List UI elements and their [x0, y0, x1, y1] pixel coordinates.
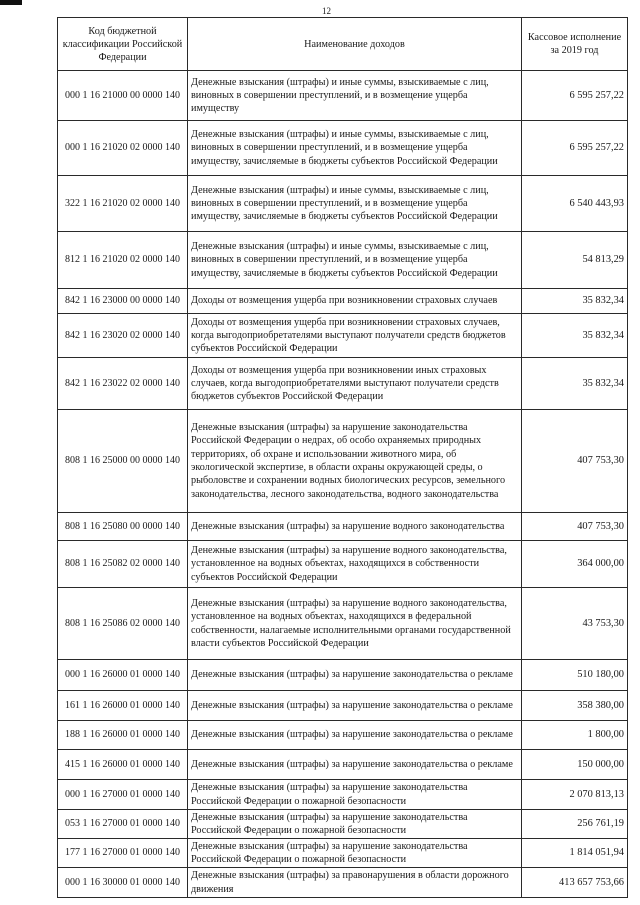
table-row: [58, 660, 628, 691]
row-code: 842 1 16 23022 02 0000 140: [58, 358, 188, 410]
table-row: [58, 721, 628, 750]
row-amount: 6 595 257,22: [522, 121, 628, 176]
row-code: 188 1 16 26000 01 0000 140: [58, 721, 188, 750]
row-amount: 407 753,30: [522, 513, 628, 541]
row-name: Денежные взыскания (штрафы) и иные суммы, взыскиваемые с лиц, виновных в совершении преступлений, и в возмещение ущерба имуществу: [188, 71, 522, 121]
row-code: 053 1 16 27000 01 0000 140: [58, 810, 188, 839]
row-name: Денежные взыскания (штрафы) за нарушение законодательства о рекламе: [188, 691, 522, 721]
row-amount: 150 000,00: [522, 750, 628, 780]
row-amount: 2 070 813,13: [522, 780, 628, 810]
row-name: Денежные взыскания (штрафы) за нарушение законодательства Российской Федерации о недрах, об особо охраняемых природных территориях, об охране и использовании животного мира, об экологической экспертизе, в области охраны окружающей среды, о рыболовстве и сохранении водных биологических ресурсов, земельного законодательства, лесного законодательства, водного законодательства: [188, 410, 522, 513]
row-amount: 510 180,00: [522, 660, 628, 691]
row-code: 812 1 16 21020 02 0000 140: [58, 232, 188, 289]
row-name: Денежные взыскания (штрафы) за нарушение водного законодательства, установленное на водных объектах, находящихся в собственности субъектов Российской Федерации: [188, 541, 522, 588]
row-code: 842 1 16 23000 00 0000 140: [58, 289, 188, 314]
row-name: Доходы от возмещения ущерба при возникновении иных страховых случаев, когда выгодоприобретателями выступают получатели средств бюджетов субъектов Российской Федерации: [188, 358, 522, 410]
row-amount: 1 800,00: [522, 721, 628, 750]
row-amount: 1 814 051,94: [522, 839, 628, 868]
row-amount: 35 832,34: [522, 358, 628, 410]
row-code: 000 1 16 26000 01 0000 140: [58, 660, 188, 691]
row-name: Денежные взыскания (штрафы) за нарушение законодательства о рекламе: [188, 660, 522, 691]
row-name: Доходы от возмещения ущерба при возникновении страховых случаев, когда выгодоприобретателями выступают получатели средств бюджетов субъектов Российской Федерации: [188, 314, 522, 358]
table-row: [58, 691, 628, 721]
row-code: 808 1 16 25082 02 0000 140: [58, 541, 188, 588]
row-code: 161 1 16 26000 01 0000 140: [58, 691, 188, 721]
table-row: [58, 513, 628, 541]
row-amount: 43 753,30: [522, 588, 628, 660]
table-row: [58, 289, 628, 314]
table-row: [58, 541, 628, 588]
header-code: Код бюджетной классификации Российской Федерации: [58, 18, 188, 71]
row-name: Доходы от возмещения ущерба при возникновении страховых случаев: [188, 289, 522, 314]
row-name: Денежные взыскания (штрафы) за нарушение законодательства Российской Федерации о пожарной безопасности: [188, 810, 522, 839]
row-name: Денежные взыскания (штрафы) за правонарушения в области дорожного движения: [188, 868, 522, 898]
row-amount: 54 813,29: [522, 232, 628, 289]
table-row: [58, 750, 628, 780]
row-amount: 6 540 443,93: [522, 176, 628, 232]
table-row: [58, 839, 628, 868]
row-amount: 6 595 257,22: [522, 71, 628, 121]
row-code: 808 1 16 25080 00 0000 140: [58, 513, 188, 541]
table-row: [58, 176, 628, 232]
row-code: 842 1 16 23020 02 0000 140: [58, 314, 188, 358]
row-amount: 364 000,00: [522, 541, 628, 588]
header-amount: Кассовое исполнение за 2019 год: [522, 18, 628, 71]
row-amount: 407 753,30: [522, 410, 628, 513]
row-name: Денежные взыскания (штрафы) и иные суммы, взыскиваемые с лиц, виновных в совершении преступлений, и в возмещение ущерба имуществу, зачисляемые в бюджеты субъектов Российской Федерации: [188, 176, 522, 232]
revenue-table: [57, 17, 628, 898]
table-row: [58, 71, 628, 121]
scan-corner-mark: [0, 0, 22, 5]
row-name: Денежные взыскания (штрафы) за нарушение водного законодательства: [188, 513, 522, 541]
row-name: Денежные взыскания (штрафы) и иные суммы, взыскиваемые с лиц, виновных в совершении преступлений, и в возмещение ущерба имуществу, зачисляемые в бюджеты субъектов Российской Федерации: [188, 232, 522, 289]
header-name: Наименование доходов: [188, 18, 522, 71]
row-code: 000 1 16 27000 01 0000 140: [58, 780, 188, 810]
row-code: 000 1 16 30000 01 0000 140: [58, 868, 188, 898]
row-name: Денежные взыскания (штрафы) за нарушение законодательства Российской Федерации о пожарной безопасности: [188, 839, 522, 868]
row-amount: 256 761,19: [522, 810, 628, 839]
table-row: [58, 314, 628, 358]
row-name: Денежные взыскания (штрафы) за нарушение законодательства о рекламе: [188, 721, 522, 750]
row-name: Денежные взыскания (штрафы) за нарушение законодательства Российской Федерации о пожарной безопасности: [188, 780, 522, 810]
row-code: 000 1 16 21020 02 0000 140: [58, 121, 188, 176]
table-header-row: [58, 18, 628, 71]
row-name: Денежные взыскания (штрафы) за нарушение законодательства о рекламе: [188, 750, 522, 780]
table-row: [58, 121, 628, 176]
row-code: 808 1 16 25000 00 0000 140: [58, 410, 188, 513]
row-code: 177 1 16 27000 01 0000 140: [58, 839, 188, 868]
page-number: 12: [322, 6, 331, 16]
table-row: [58, 232, 628, 289]
table-row: [58, 810, 628, 839]
row-code: 808 1 16 25086 02 0000 140: [58, 588, 188, 660]
row-code: 415 1 16 26000 01 0000 140: [58, 750, 188, 780]
row-amount: 35 832,34: [522, 314, 628, 358]
row-amount: 35 832,34: [522, 289, 628, 314]
table-row: [58, 588, 628, 660]
row-code: 322 1 16 21020 02 0000 140: [58, 176, 188, 232]
table-row: [58, 780, 628, 810]
row-code: 000 1 16 21000 00 0000 140: [58, 71, 188, 121]
row-name: Денежные взыскания (штрафы) за нарушение водного законодательства, установленное на водных объектах, находящихся в федеральной собственности, налагаемые исполнительными органами государственной власти субъектов Российской Федерации: [188, 588, 522, 660]
row-name: Денежные взыскания (штрафы) и иные суммы, взыскиваемые с лиц, виновных в совершении преступлений, и в возмещение ущерба имуществу, зачисляемые в бюджеты субъектов Российской Федерации: [188, 121, 522, 176]
row-amount: 358 380,00: [522, 691, 628, 721]
row-amount: 413 657 753,66: [522, 868, 628, 898]
table-row: [58, 410, 628, 513]
table-row: [58, 868, 628, 898]
table-row: [58, 358, 628, 410]
